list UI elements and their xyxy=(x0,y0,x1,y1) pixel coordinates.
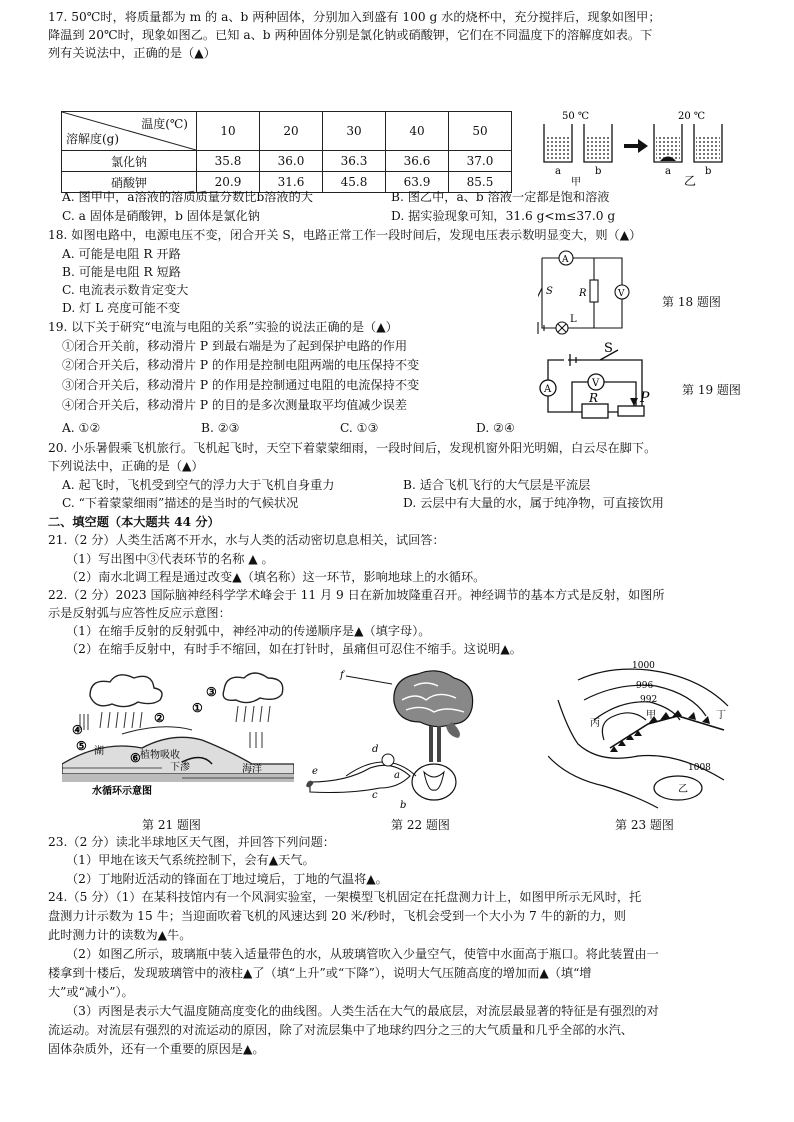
table-corner xyxy=(62,112,197,151)
q17-option-c: C. a 固体是硝酸钾，b 固体是氯化钠 xyxy=(62,209,260,223)
water-label-3: ③ xyxy=(206,685,217,699)
q17-stem-line3: 列有关说法中，正确的是（▲） xyxy=(48,46,216,60)
q18-lamp-label: L xyxy=(570,314,577,325)
q18-option-b: B. 可能是电阻 R 短路 xyxy=(62,265,181,279)
q19-option-b: B. ②③ xyxy=(201,421,240,435)
table-header-temp: 10 xyxy=(197,112,260,151)
corner-solubility-label: 溶解度(g) xyxy=(66,132,120,146)
q19-item-4: ④闭合开关后，移动滑片 P 的目的是多次测量取平均值减少误差 xyxy=(62,398,408,412)
q18-option-c: C. 电流表示数肯定变大 xyxy=(62,283,189,297)
fig23-caption: 第 23 题图 xyxy=(615,818,674,832)
table-cell: 45.8 xyxy=(323,172,386,193)
brain-label-c: c xyxy=(372,790,378,801)
brain-label-f: f xyxy=(340,670,344,681)
beaker-figure xyxy=(538,108,750,188)
table-cell: 31.6 xyxy=(260,172,323,193)
q20-stem-line1: 20. 小乐暑假乘飞机旅行。飞机起飞时，天空下着蒙蒙细雨，一段时间后，发现机窗外阳光明媚，白云尽在脚下。 xyxy=(48,441,657,455)
q24-line9: 固体杂质外，还有一个重要的原因是▲。 xyxy=(48,1042,265,1056)
water-cycle-title: 水循环示意图 xyxy=(92,786,152,797)
q22-stem-line1: 22.（2 分）2023 国际脑神经科学学术峰会于 11 月 9 日在新加坡隆重召开。神经调节的基本方式是反射，如图所 xyxy=(48,588,665,602)
table-cell: 37.0 xyxy=(449,151,512,172)
q17-option-b: B. 图乙中，a、b 溶液一定都是饱和溶液 xyxy=(391,190,610,204)
reflex-arc-figure xyxy=(306,664,486,812)
table-cell: 36.3 xyxy=(323,151,386,172)
brain-label-a: a xyxy=(394,770,400,781)
water-label-5: ⑤ xyxy=(76,739,87,753)
water-word-sea: 海洋 xyxy=(242,764,262,775)
q20-stem-line2: 下列说法中，正确的是（▲） xyxy=(48,459,204,473)
q19-caption: 第 19 题图 xyxy=(682,383,741,397)
q19-item-2: ②闭合开关后，移动滑片 P 的作用是控制电阻两端的电压保持不变 xyxy=(62,358,420,372)
beaker-a: a xyxy=(665,166,671,177)
beaker-temp-20: 20 ℃ xyxy=(678,111,706,122)
q24-line4: （2）如图乙所示，玻璃瓶中装入适量带色的水，从玻璃管吹入少量空气，使管中水面高于瓶口。将此装置由一 xyxy=(66,947,659,961)
q20-option-a: A. 起飞时，飞机受到空气的浮力大于飞机自身重力 xyxy=(62,478,335,492)
water-label-2: ② xyxy=(154,711,165,725)
q19-circuit xyxy=(534,340,674,424)
q21-part1: （1）写出图中③代表环节的名称 ▲ 。 xyxy=(66,552,274,566)
q17-option-a: A. 图甲中，a溶液的溶质质量分数比b溶液的大 xyxy=(62,190,313,204)
table-header-temp: 50 xyxy=(449,112,512,151)
place-jia: 甲 xyxy=(646,710,656,721)
table-header-temp: 30 xyxy=(323,112,386,151)
label-yi: 乙 xyxy=(684,174,697,188)
q18-resistor-label: R xyxy=(579,288,587,299)
q19-item-3: ③闭合开关后，移动滑片 P 的作用是控制通过电阻的电流保持不变 xyxy=(62,378,420,392)
table-cell: 20.9 xyxy=(197,172,260,193)
q19-slider-label: P xyxy=(640,390,650,406)
water-word-plant: 植物吸收 xyxy=(140,750,180,761)
beaker-b: b xyxy=(705,166,712,177)
q18-circuit xyxy=(524,244,634,338)
water-label-1: ① xyxy=(192,701,203,715)
water-cycle-figure xyxy=(62,670,294,800)
q17-stem-line2: 降温到 20℃时，现象如图乙。已知 a、b 两种固体分别是氯化钠或硝酸钾，它们在不同温度下的溶解度如表。下 xyxy=(48,28,653,42)
brain-label-b: b xyxy=(400,800,407,811)
isobar-992: 992 xyxy=(640,695,658,705)
table-cell: 85.5 xyxy=(449,172,512,193)
corner-temp-label: 温度(℃) xyxy=(141,117,188,131)
table-cell: 63.9 xyxy=(386,172,449,193)
q24-line6: 大”或“减小”）。 xyxy=(48,985,134,999)
water-word-lake: 湖 xyxy=(94,746,104,757)
section-fill-in-title: 二、填空题（本大题共 44 分） xyxy=(48,515,220,529)
q18-stem: 18. 如图电路中，电源电压不变，闭合开关 S，电路正常工作一段时间后，发现电压表示数明显变大，则（▲） xyxy=(48,228,642,242)
brain-label-d: d xyxy=(372,744,379,755)
q20-option-c: C. “下着蒙蒙细雨”描述的是当时的气候状况 xyxy=(62,496,299,510)
solubility-table xyxy=(61,111,512,193)
q24-line8: 流运动。对流层有强烈的对流运动的原因，除了对流层集中了地球约四分之三的大气质量和几乎全部的水汽、 xyxy=(48,1023,633,1037)
table-cell: 35.8 xyxy=(197,151,260,172)
weather-map-figure xyxy=(548,660,740,812)
q24-line5: 楼拿到十楼后，发现玻璃管中的液柱▲了（填“上升”或“下降”），说明大气压随高度的增加而▲（填“增 xyxy=(48,966,592,980)
row-name: 氯化钠 xyxy=(62,151,197,172)
table-header-temp: 40 xyxy=(386,112,449,151)
q24-line3: 此时测力计的读数为▲牛。 xyxy=(48,928,192,942)
water-word-down: 下渗 xyxy=(170,762,190,773)
table-cell: 36.0 xyxy=(260,151,323,172)
beaker-a: a xyxy=(555,166,561,177)
q22-part1: （1）在缩手反射的反射弧中，神经冲动的传递顺序是▲（填字母）。 xyxy=(66,624,431,638)
isobar-1008: 1008 xyxy=(688,763,711,773)
q23-part1: （1）甲地在该天气系统控制下，会有▲天气。 xyxy=(66,853,315,867)
brain-label-e: e xyxy=(312,766,318,777)
fig22-caption: 第 22 题图 xyxy=(391,818,450,832)
beaker-temp-50: 50 ℃ xyxy=(562,111,590,122)
q18-caption: 第 18 题图 xyxy=(662,295,721,309)
isobar-1000: 1000 xyxy=(632,661,655,671)
q18-option-a: A. 可能是电阻 R 开路 xyxy=(62,247,181,261)
q20-option-b: B. 适合飞机飞行的大气层是平流层 xyxy=(403,478,591,492)
q17-stem-line1: 17. 50℃时，将质量都为 m 的 a、b 两种固体，分别加入到盛有 100 g 水的烧杯中，充分搅拌后，现象如图甲； xyxy=(48,10,661,24)
label-jia: 甲 xyxy=(571,177,581,188)
q19-option-a: A. ①② xyxy=(62,421,101,435)
q19-resistor-label: R xyxy=(589,391,599,405)
q22-part2: （2）在缩手反射中，有时手不缩回，如在打针时，虽痛但可忍住不缩手。这说明▲。 xyxy=(66,642,522,656)
place-bing: 丙 xyxy=(590,718,600,729)
isobar-996: 996 xyxy=(636,681,654,691)
beaker-b: b xyxy=(595,166,602,177)
q21-stem: 21.（2 分）人类生活离不开水，水与人类的活动密切息息相关，试回答： xyxy=(48,533,445,547)
q19-option-d: D. ②④ xyxy=(476,421,515,435)
place-yi: 乙 xyxy=(678,784,688,795)
place-ding: 丁 xyxy=(716,710,726,721)
row-name: 硝酸钾 xyxy=(62,172,197,193)
q19-ammeter-label: A xyxy=(544,384,552,395)
q24-line1: 24.（5 分）（1）在某科技馆内有一个风洞实验室，一架模型飞机固定在托盘测力计上，如图甲所示无风时，托 xyxy=(48,890,642,904)
q19-option-c: C. ①③ xyxy=(340,421,379,435)
table-cell: 36.6 xyxy=(386,151,449,172)
q19-switch-label: S xyxy=(604,341,613,356)
q18-voltmeter-label: V xyxy=(618,289,625,299)
q24-line7: （3）丙图是表示大气温度随高度变化的曲线图。人类生活在大气的最底层，对流层最显著的特征是有强烈的对 xyxy=(66,1004,659,1018)
q19-voltmeter-label: V xyxy=(592,378,600,389)
fig21-caption: 第 21 题图 xyxy=(142,818,201,832)
q21-part2: （2）南水北调工程是通过改变▲（填名称）这一环节，影响地球上的水循环。 xyxy=(66,570,486,584)
q18-ammeter-label: A xyxy=(562,255,569,265)
water-label-6: ⑥ xyxy=(130,751,141,765)
q24-line2: 盘测力计示数为 15 牛；当迎面吹着飞机的风速达到 20 米/秒时，飞机会受到一个大小为 7 牛的新的力，则 xyxy=(48,909,626,923)
q19-stem: 19. 以下关于研究“电流与电阻的关系”实验的说法正确的是（▲） xyxy=(48,320,398,334)
q19-item-1: ①闭合开关前，移动滑片 P 到最右端是为了起到保护电路的作用 xyxy=(62,339,408,353)
q18-switch-label: S xyxy=(546,286,553,297)
q22-stem-line2: 示是反射弧与应答性反应示意图： xyxy=(48,606,231,620)
q18-option-d: D. 灯 L 亮度可能不变 xyxy=(62,301,181,315)
table-header-temp: 20 xyxy=(260,112,323,151)
q20-option-d: D. 云层中有大量的水，属于纯净物，可直接饮用 xyxy=(403,496,664,510)
water-label-4: ④ xyxy=(72,723,83,737)
q23-stem: 23.（2 分）读北半球地区天气图，并回答下列问题： xyxy=(48,835,335,849)
q17-option-d: D. 据实验现象可知，31.6 g<m≤37.0 g xyxy=(391,209,616,223)
table-row xyxy=(62,151,512,172)
q23-part2: （2）丁地附近活动的锋面在丁地过境后，丁地的气温将▲。 xyxy=(66,872,388,886)
